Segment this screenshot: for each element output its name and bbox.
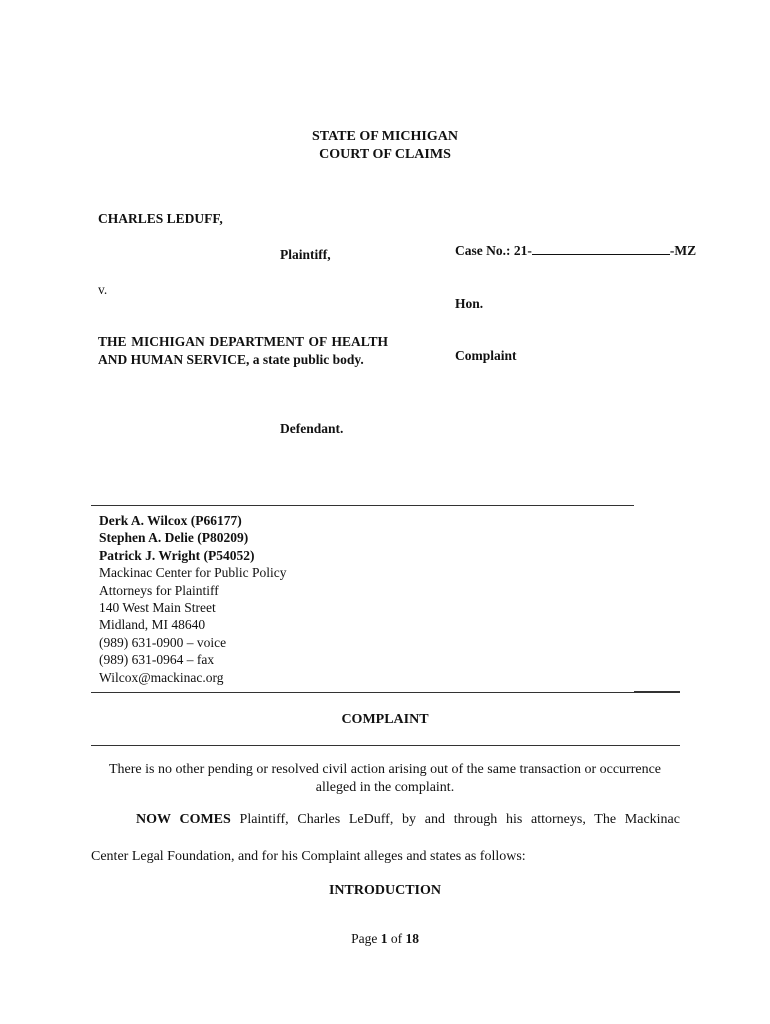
attorney-organization: Mackinac Center for Public Policy [99,565,287,581]
plaintiff-name: CHARLES LEDUFF, [98,211,223,226]
case-number-prefix: Case No.: 21- [455,243,532,258]
page-current: 1 [380,931,388,946]
court-heading [0,128,770,164]
case-number-suffix: -MZ [669,243,697,258]
attorney-street: 140 West Main Street [99,600,216,616]
caption-divider [91,505,634,506]
state-name: STATE OF MICHIGAN [312,129,458,144]
opening-bold-phrase: NOW COMES [136,812,231,827]
page-total: 18 [405,931,419,946]
introduction-heading: INTRODUCTION [328,883,441,898]
complaint-title: COMPLAINT [341,712,429,727]
attorney-phone: (989) 631-0900 – voice [99,634,227,650]
attorney-name: Stephen A. Delie (P80209) [99,530,249,546]
attorney-name: Patrick J. Wright (P54052) [99,547,255,563]
pending-action-notice: There is no other pending or resolved civil action arising out of the same transaction or occurrence alleged in the complaint. [108,762,662,795]
of-label: of [390,931,403,946]
attorney-fax: (989) 631-0964 – fax [99,652,215,668]
plaintiff-role: Plaintiff, [280,247,331,262]
attorney-role: Attorneys for Plaintiff [99,582,219,598]
defendant-name: THE MICHIGAN DEPARTMENT OF HEALTH AND HUMAN SERVICE, a state public body. [98,334,388,367]
versus-label: v. [98,282,108,297]
attorney-divider [91,692,680,693]
attorney-divider-accent [634,691,680,693]
case-number-blank [532,242,670,255]
judge-label: Hon. [455,296,484,311]
document-type: Complaint [455,348,517,363]
court-name: COURT OF CLAIMS [319,147,451,162]
page-label: Page [351,931,378,946]
case-number [455,242,696,260]
opening-paragraph-line-2: Center Legal Foundation, and for his Complaint alleges and states as follows: [91,849,526,864]
page-footer [0,931,770,947]
opening-line-1-text: Plaintiff, Charles LeDuff, by and through his attorneys, The Mackinac [230,812,680,827]
defendant-role: Defendant. [280,421,344,436]
attorney-name: Derk A. Wilcox (P66177) [99,513,242,528]
title-divider [91,745,680,746]
attorney-city: Midland, MI 48640 [99,617,206,633]
opening-paragraph-line-1 [136,811,680,829]
attorney-block [99,512,286,686]
attorney-email: Wilcox@mackinac.org [99,669,224,685]
